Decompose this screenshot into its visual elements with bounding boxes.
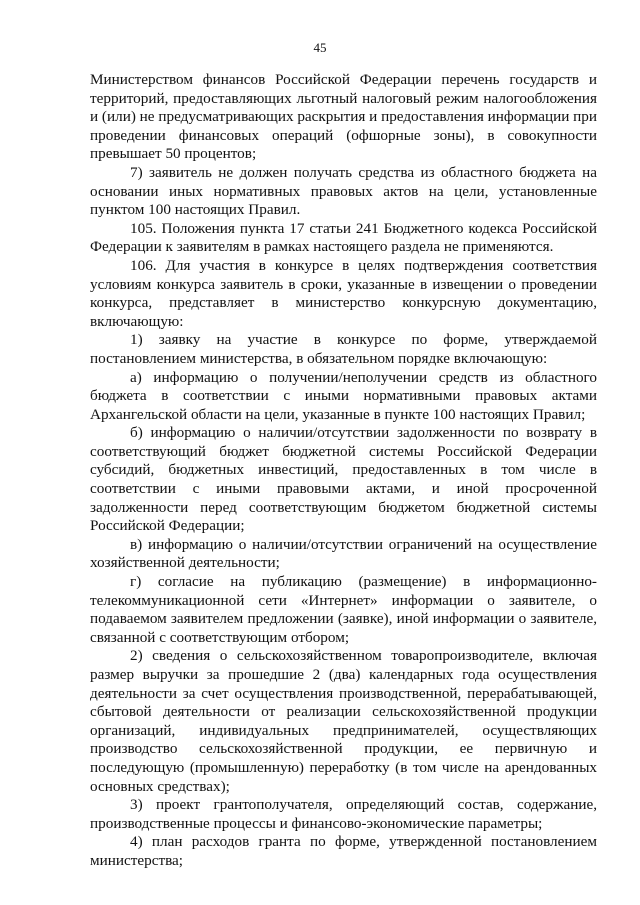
paragraph: 106. Для участия в конкурсе в целях подтверждения соответствия условиям конкурса заявитель в сроки, указанные в извещении о проведении конкурса, представляет в министерство конкурсную документацию, включающую:	[90, 256, 597, 330]
paragraph: б) информацию о наличии/отсутствии задолженности по возврату в соответствующий бюджет бюджетной системы Российской Федерации субсидий, бюджетных инвестиций, предоставленных в том числе в соответствии с иными правовыми актами, и иной просроченной задолженности перед соответствующим бюджетом бюджетной системы Российской Федерации;	[90, 424, 597, 535]
paragraph: 105. Положения пункта 17 статьи 241 Бюджетного кодекса Российской Федерации к заявителям в рамках настоящего раздела не применяются.	[90, 219, 597, 256]
paragraph: г) согласие на публикацию (размещение) в информационно-телекоммуникационной сети «Интернет» информации о заявителе, о подаваемом заявителем предложении (заявке), иной информации о заявителе, связанной с соответствующим отбором;	[90, 573, 597, 646]
document-body	[90, 71, 597, 871]
paragraph: 2) сведения о сельскохозяйственном товаропроизводителе, включая размер выручки за прошедшие 2 (два) календарных года осуществления деятельности за счет осуществления производственной, перерабатывающей, сбытовой деятельности от реализации сельскохозяйственной продукции организаций, индивидуальных предпринимателей, осуществляющих производство сельскохозяйственной продукции, ее первичную и последующую (промышленную) переработку (в том числе на арендованных основных средствах);	[90, 647, 597, 795]
page-number: 45	[313, 40, 327, 55]
paragraph: 4) план расходов гранта по форме, утвержденной постановлением министерства;	[90, 833, 597, 869]
paragraph: 3) проект грантополучателя, определяющий состав, содержание, производственные процессы и финансово-экономические параметры;	[90, 796, 597, 832]
paragraph: в) информацию о наличии/отсутствии ограничений на осуществление хозяйственной деятельности;	[90, 535, 597, 572]
paragraph: Министерством финансов Российской Федерации перечень государств и территорий, предоставляющих льготный налоговый режим налогообложения и (или) не предусматривающих раскрытия и предоставления информации при проведении финансовых операций (офшорные зоны), в совокупности превышает 50 процентов;	[90, 71, 597, 163]
paragraph: 1) заявку на участие в конкурсе по форме, утверждаемой постановлением министерства, в обязательном порядке включающую:	[90, 331, 597, 367]
paragraph: а) информацию о получении/неполучении средств из областного бюджета в соответствии с иными нормативными правовых актами Архангельской области на цели, указанные в пункте 100 настоящих Правил;	[90, 368, 597, 423]
paragraph: 7) заявитель не должен получать средства из областного бюджета на основании иных нормативных правовых актов на цели, установленные пунктом 100 настоящих Правил.	[90, 163, 597, 219]
